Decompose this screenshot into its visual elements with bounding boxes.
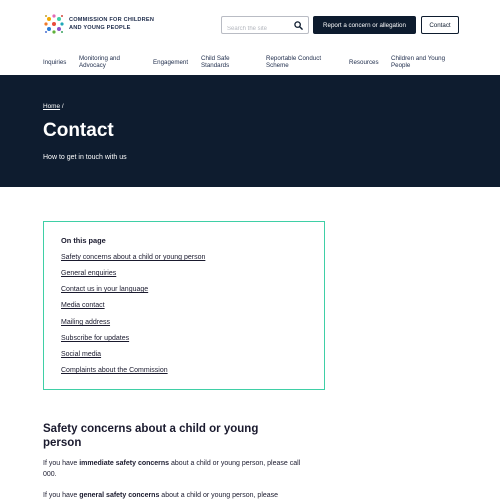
paragraph-immediate-safety (43, 458, 313, 480)
toc-link-language[interactable]: Contact us in your language (61, 286, 149, 293)
toc-link-media[interactable]: Media contact (61, 302, 105, 309)
nav-item-resources[interactable]: Resources (349, 59, 379, 66)
logo-text (69, 16, 154, 32)
page-hero (0, 75, 500, 187)
toc-link-social-media[interactable]: Social media (61, 351, 102, 358)
nav-item-monitoring-advocacy[interactable]: Monitoring and Advocacy (79, 55, 120, 69)
commission-logo[interactable] (43, 13, 154, 35)
toc-link-mailing-address[interactable]: Mailing address (61, 319, 111, 326)
p2-bold: general safety concerns (79, 492, 160, 499)
site-header (0, 0, 500, 50)
breadcrumb (43, 103, 64, 110)
contact-button[interactable]: Contact (421, 16, 459, 34)
search-input[interactable] (222, 21, 292, 37)
search-box (221, 16, 309, 34)
on-this-page-box (43, 221, 325, 390)
p2-prefix: If you have (43, 492, 80, 499)
nav-item-child-safe-standards[interactable]: Child Safe Standards (201, 55, 230, 69)
on-this-page-title: On this page (61, 236, 106, 245)
nav-item-engagement[interactable]: Engagement (153, 59, 189, 66)
logo-line-2: AND YOUNG PEOPLE (69, 25, 131, 31)
p1-prefix: If you have (43, 460, 80, 467)
p2-suffix: about a child or young person, please (159, 492, 279, 499)
breadcrumb-separator: / (61, 103, 64, 110)
toc-link-complaints[interactable]: Complaints about the Commission (61, 367, 168, 374)
main-nav (0, 50, 500, 75)
nav-item-reportable-conduct[interactable]: Reportable Conduct Scheme (266, 55, 322, 69)
logo-mark-icon (43, 13, 65, 35)
report-concern-button[interactable]: Report a concern or allegation (313, 16, 416, 34)
nav-item-inquiries[interactable]: Inquiries (43, 59, 67, 66)
logo-line-1: COMMISSION FOR CHILDREN (69, 17, 155, 23)
p1-suffix: about a child or young person, please call 000. (43, 460, 301, 478)
toc-link-general-enquiries[interactable]: General enquiries (61, 270, 117, 277)
toc-link-subscribe[interactable]: Subscribe for updates (61, 335, 130, 342)
section-heading-safety-concerns: Safety concerns about a child or young person (43, 423, 259, 449)
toc-link-safety-concerns[interactable]: Safety concerns about a child or young person (61, 254, 206, 261)
page-title: Contact (43, 120, 114, 141)
breadcrumb-home-link[interactable]: Home (43, 103, 61, 110)
page-subtitle: How to get in touch with us (43, 154, 127, 161)
nav-item-children-young-people[interactable]: Children and Young People (391, 55, 446, 69)
search-icon[interactable] (294, 21, 303, 30)
paragraph-general-safety (43, 490, 313, 500)
p1-bold: immediate safety concerns (79, 460, 170, 467)
